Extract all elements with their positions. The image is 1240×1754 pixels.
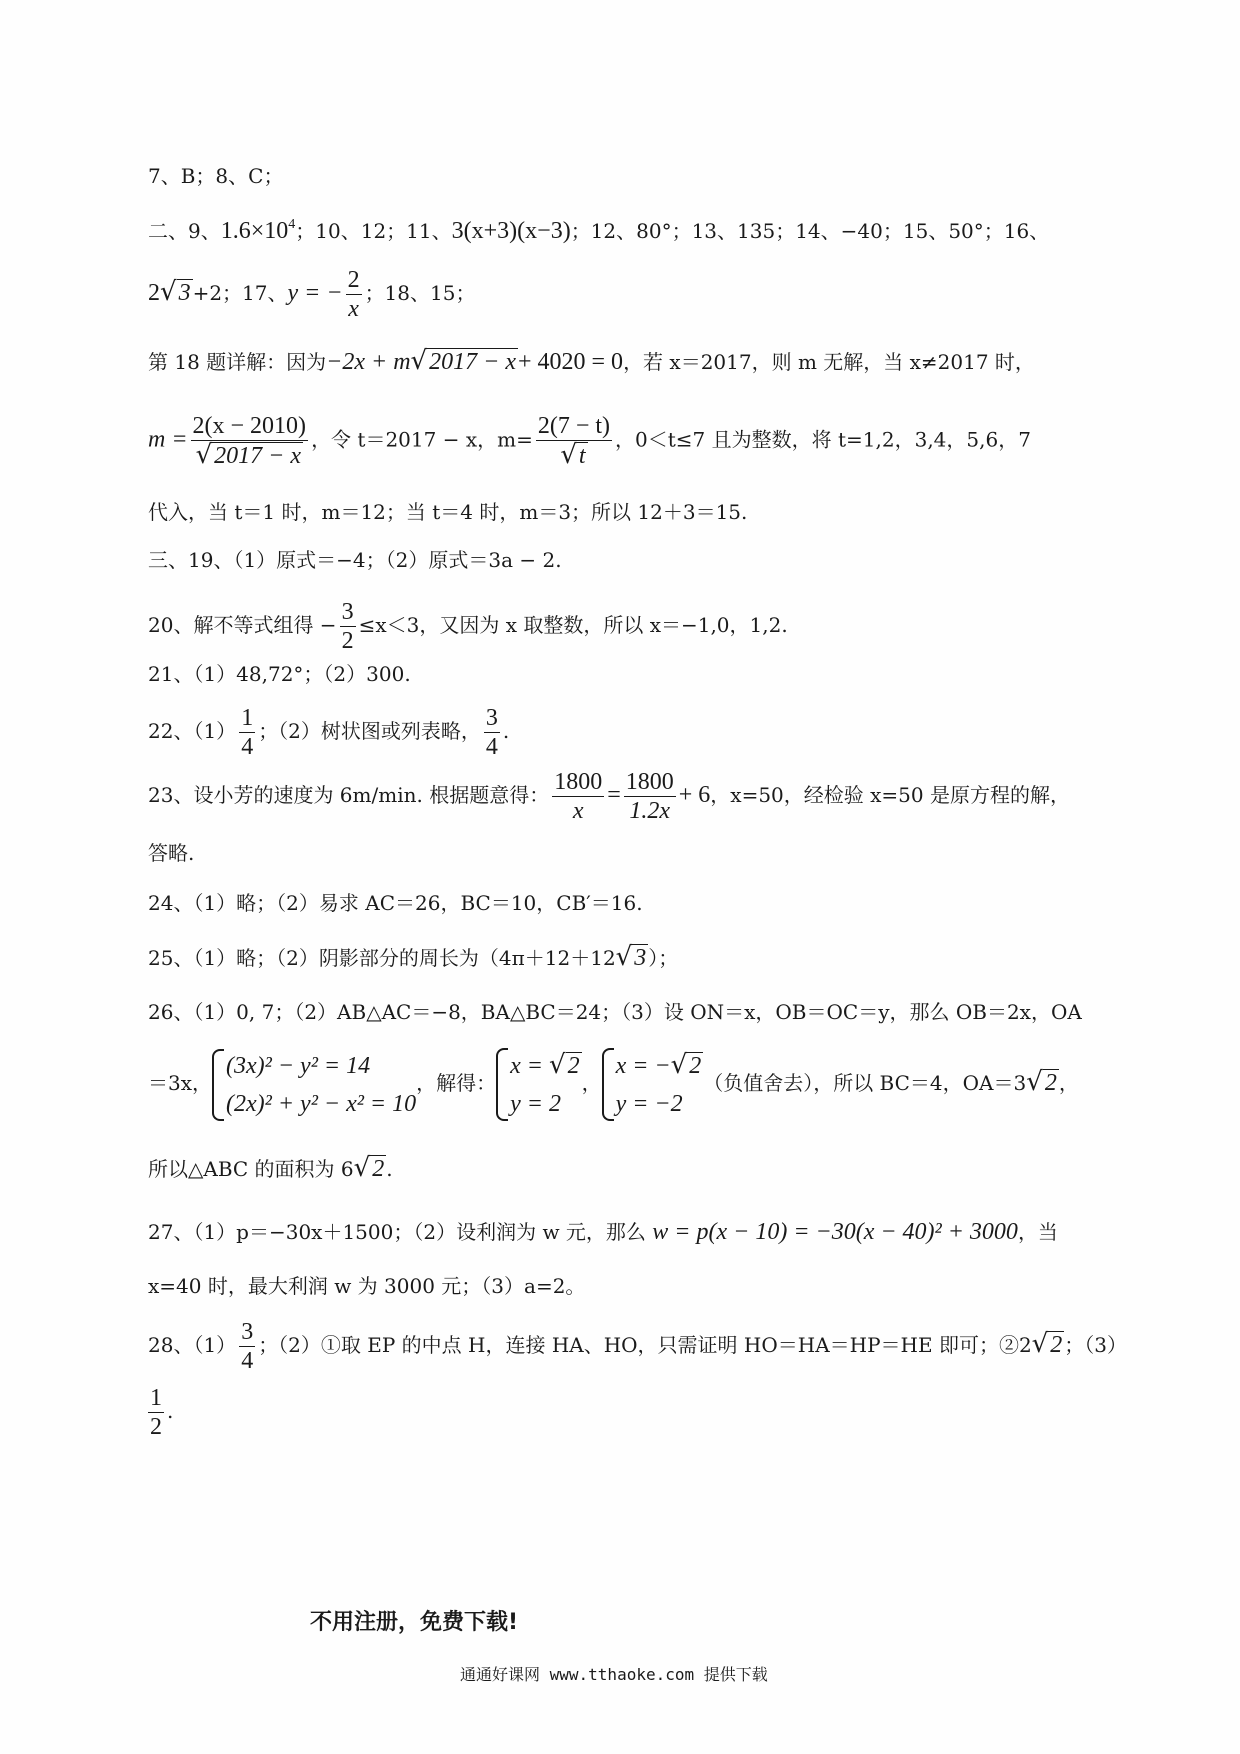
radical-sign-icon: √ [560,440,577,470]
text-segment: ；（2）树状图或列表略， [258,719,481,743]
fraction-numerator: 2(x − 2010) [192,413,307,439]
math-expression: y = − [287,280,343,306]
fraction-denominator: x [572,798,584,824]
answer-line-23-end: 答略. [148,841,195,865]
equation-row: (2x)² + y² − x² = 10 [226,1090,417,1117]
free-download-note: 不用注册，免费下载! [310,1610,519,1635]
equation-row: y = −2 [615,1091,683,1117]
text-segment: ，x=50，经检验 x=50 是原方程的解， [710,783,1070,807]
fraction-numerator: 2(7 − t) [537,413,611,439]
radicand: 2 [567,1053,580,1079]
answer-line-23 [148,768,1108,825]
fraction-numerator: 1 [150,1385,162,1411]
fraction-denominator: 4 [485,734,498,760]
fraction-denominator: 1.2x [629,798,671,824]
fraction [484,704,500,761]
site-footer: 通通好课网 www.tthaoke.com 提供下载 [460,1665,768,1684]
text-segment: 22、（1） [148,719,237,743]
text-segment: +2；17、 [192,281,288,305]
radicand: 2 [372,1156,385,1182]
text-segment: ＝3x， [148,1071,213,1095]
fraction [191,412,309,470]
brace-icon [212,1049,224,1121]
answer-line-26-area [148,1155,1108,1182]
brace-icon [602,1048,614,1121]
fraction [148,1384,164,1441]
answer-line-26: 26、（1）0, 7；（2）AB△AC＝−8，BA△BC＝24；（3）设 ON＝x，OB＝OC＝y，那么 OB＝2x，OA [148,1000,1082,1024]
text-segment: ，当 [1017,1220,1058,1244]
text-segment: 第 18 题详解：因为 [148,350,327,374]
radical-sign-icon: √ [1026,1067,1043,1097]
text-segment: ；10、12；11、 [295,219,452,243]
text-segment: ， [581,1071,602,1095]
fraction [239,1318,255,1375]
text-segment: ；（2）①取 EP 的中点 H，连接 HA、HO，只需证明 HO＝HA＝HP＝HE 即可；②2 [258,1333,1032,1357]
fraction-denominator [191,441,309,470]
equation-lhs: x = [510,1053,549,1079]
answer-line-28-end [148,1384,1108,1441]
fraction-numerator: 1800 [554,769,603,795]
solution-system [496,1046,581,1123]
text-segment: ≤x＜3，又因为 x 取整数，所以 x＝−1,0，1,2. [358,613,788,637]
math-expression: + 4020 = 0 [517,349,624,375]
math-expression: + 6 [678,782,711,808]
fraction-denominator: 2 [150,1414,162,1440]
text-segment: ，令 t＝2017 − x，m= [311,427,533,452]
fraction-numerator: 3 [341,599,354,625]
text-segment: 28、（1） [148,1333,237,1357]
text-segment: ，解得： [416,1071,497,1095]
radicand: 2 [1044,1070,1057,1096]
answer-line-7-8: 7、B；8、C； [148,164,284,188]
answer-line-21: 21、（1）48,72°；（2）300. [148,662,411,686]
answer-line-18-detail [148,348,1108,375]
sci-exponent: 4 [288,217,296,232]
math-expression: w = p(x − 10) = −30(x − 40)² + 3000 [652,1219,1018,1245]
text-segment: （负值舍去），所以 BC＝4，OA＝3 [703,1071,1027,1095]
answer-line-24: 24、（1）略；（2）易求 AC＝26，BC＝10，CB′＝16. [148,891,643,915]
answer-line-20 [148,598,1108,655]
radicand: 2017 − x [429,349,516,375]
math-expression: m = [148,426,188,453]
text-segment: ；（3） [1064,1333,1127,1357]
answer-line-9-16 [148,218,1108,243]
text-segment: . [167,1399,174,1423]
equation-row [616,1046,704,1085]
text-segment: ， [1058,1071,1079,1095]
radicand: 2017 − x [214,443,302,469]
answer-line-19: 三、19、（1）原式＝−4；（2）原式＝3a − 2. [148,548,562,572]
text-segment: . [386,1157,393,1181]
answer-line-27 [148,1220,1108,1244]
radicand: 2 [689,1053,702,1079]
radical-sign-icon: √ [1031,1329,1049,1359]
radicand: t [578,443,586,469]
radicand: 3 [178,280,191,306]
radical-sign-icon: √ [353,1153,371,1183]
answer-line-26-systems [148,1046,1108,1123]
text-segment: 二、9、 [148,219,221,243]
answer-line-18-conclusion: 代入，当 t＝1 时，m＝12；当 t＝4 时，m＝3；所以 12＋3＝15. [148,500,748,524]
fraction-denominator: x [348,296,359,322]
fraction-denominator: 4 [241,734,254,760]
answer-line-18-m [148,412,1108,470]
radical-sign-icon: √ [670,1050,688,1080]
coefficient: 2 [148,280,160,306]
radicand: 2 [1050,1332,1063,1358]
equals-sign: = [607,782,621,808]
fraction-numerator: 2 [347,267,360,293]
fraction-numerator: 3 [241,1319,254,1345]
text-segment: ）； [648,946,679,970]
equation-row [510,1046,581,1085]
radical-sign-icon: √ [160,277,177,307]
answer-line-28 [148,1318,1127,1375]
text-segment: 23、设小芳的速度为 6m/min. 根据题意得： [148,783,550,807]
answer-line-16-18 [148,266,1108,323]
text-segment: ；12、80°；13、135；14、−40；15、50°；16、 [570,219,1050,243]
text-segment: 25、（1）略；（2）阴影部分的周长为（4π＋12＋12 [148,946,616,970]
radical-sign-icon: √ [615,942,633,972]
radicand: 3 [634,945,647,971]
fraction-denominator: 2 [341,628,354,654]
answer-line-22 [148,704,1108,761]
text-segment: ，若 x＝2017，则 m 无解，当 x≠2017 时， [623,350,1035,374]
fraction-denominator [536,441,612,470]
math-sci-notation [221,218,296,244]
equation-row: (3x)² − y² = 14 [226,1052,371,1079]
answer-line-27-end: x=40 时，最大利润 w 为 3000 元；（3）a=2。 [148,1274,586,1298]
fraction [552,768,604,825]
fraction [239,704,255,761]
fraction-numerator: 3 [485,705,498,731]
radical-sign-icon: √ [549,1050,566,1080]
text-segment: 20、解不等式组得 − [148,613,337,637]
fraction [346,266,362,323]
sci-base: 1.6×10 [220,218,289,244]
fraction [536,412,612,470]
fraction-denominator: 4 [241,1348,254,1374]
text-segment: ；18、15； [364,281,476,305]
radical-sign-icon: √ [410,346,428,376]
radical-sign-icon: √ [195,440,213,470]
fraction-numerator: 1 [241,705,254,731]
fraction [340,598,356,655]
equation-row: y = 2 [510,1091,561,1117]
math-factorization: 3(x+3)(x−3) [451,218,571,244]
equation-system [212,1047,416,1123]
solution-system [602,1046,704,1123]
fraction-numerator: 1800 [625,769,674,795]
text-segment: ，0＜t≤7 且为整数，将 t=1,2，3,4，5,6，7 [615,427,1031,452]
answer-line-25 [148,944,1108,971]
text-segment: . [502,719,510,743]
text-segment: 所以△ABC 的面积为 6 [148,1157,354,1181]
math-expression: −2x + m [326,349,411,375]
fraction [624,768,676,825]
brace-icon [496,1048,508,1121]
text-segment: 27、（1）p＝−30x＋1500；（2）设利润为 w 元，那么 [148,1220,653,1244]
equation-lhs: x = − [615,1053,671,1079]
